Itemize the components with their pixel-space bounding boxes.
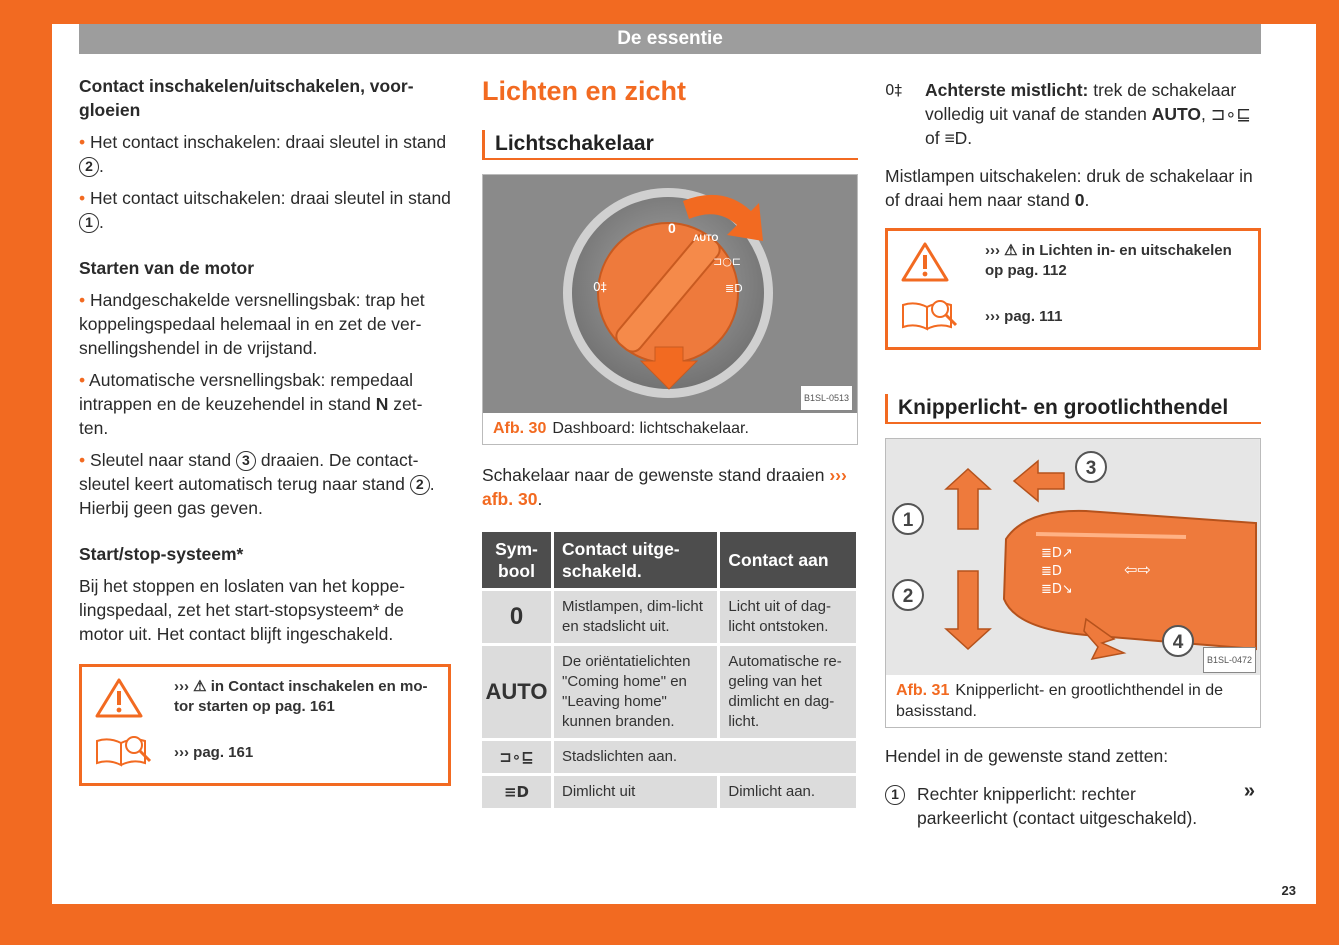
- dipped-beam-icon: ≡D: [482, 776, 551, 808]
- bullet-automatic: • Automatische versnellingsbak: rempedaal intrappen en de keuzehendel in stand N zet-ten.: [79, 370, 423, 438]
- figure-light-switch: [482, 174, 858, 445]
- figure-indicator-stalk: [885, 438, 1261, 728]
- bullet-contact-on: • Het contact inschakelen: draai sleutel in stand 2 .: [79, 132, 447, 176]
- bullet-contact-off: • Het contact uitschakelen: draai sleutel in stand 1 .: [79, 188, 451, 232]
- page-reference-link[interactable]: ››› pag. 161: [174, 744, 254, 761]
- svg-text:⊐○⊏: ⊐○⊏: [713, 255, 742, 268]
- warning-link[interactable]: ››› ⚠ in Contact inschakelen en mo-tor starten op pag. 161: [174, 678, 428, 715]
- figure-caption: Afb. 30 Dashboard: lichtschakelaar.: [493, 420, 749, 437]
- page: [52, 24, 1316, 904]
- svg-text:0‡: 0‡: [593, 280, 607, 294]
- heading-contact: Contact inschakelen/uitschakelen, voor-gloeien: [79, 76, 414, 120]
- column-left: [79, 74, 451, 786]
- table-row: AUTO De oriëntatielichten "Coming home" en "Leaving home" kunnen branden. Automatische re-geling van het dimlicht en dag-licht.: [482, 646, 856, 738]
- parking-light-icon: ⊐∘⊑: [482, 741, 551, 773]
- warning-link[interactable]: ››› ⚠ in Lichten in- en uitschakelen op pag. 112: [985, 242, 1232, 279]
- warning-icon: [94, 677, 174, 725]
- figure-code: B1SL-0472: [1203, 647, 1256, 673]
- callout-2: 2: [902, 586, 914, 607]
- bullet-manual: • Handgeschakelde versnellingsbak: trap het koppelingspedaal helemaal in en zet de ver-snellingshendel in de vrijstand.: [79, 290, 425, 358]
- start-stop-text: Bij het stoppen en loslaten van het koppe-lingspedaal, zet het start-stopsysteem* de motor uit. Het contact blijft ingeschakeld.: [79, 576, 405, 644]
- stalk-intro-text: Hendel in de gewenste stand zetten:: [885, 746, 1169, 766]
- table-row: 0 Mistlampen, dim-licht en stadslicht uit. Licht uit of dag-licht ontstoken.: [482, 591, 856, 643]
- callout-1: 1: [902, 510, 914, 531]
- heading-start-engine: Starten van de motor: [79, 258, 255, 278]
- col-header-contact-off: Contact uitge-schakeld.: [554, 532, 717, 588]
- fog-light-icon: 0‡: [885, 81, 903, 99]
- continue-icon: »: [1243, 780, 1255, 802]
- rear-fog-light-item: 0‡ Achterste mistlicht: trek de schakelaar volledig uit vanaf de standen AUTO, ⊐∘⊑ of ≡D.: [885, 80, 1251, 148]
- intro-text: Schakelaar naar de gewenste stand draaien ››› afb. 30.: [482, 465, 847, 509]
- figure-reference-link[interactable]: ››› afb. 30: [482, 465, 847, 509]
- light-switch-table: [479, 529, 859, 811]
- table-row: ≡D Dimlicht uit Dimlicht aan.: [482, 776, 856, 808]
- svg-text:≣D: ≣D: [1041, 564, 1062, 579]
- warning-icon: [900, 241, 985, 289]
- callout-4: 4: [1172, 632, 1184, 653]
- book-magnifier-icon: [900, 297, 985, 337]
- chapter-title: Lichten en zicht: [482, 76, 687, 106]
- page-number: 23: [1281, 883, 1296, 898]
- svg-text:≣D: ≣D: [725, 282, 743, 295]
- section-heading-light-switch: Lichtschakelaar: [482, 130, 858, 160]
- table-row: ⊐∘⊑ Stadslichten aan.: [482, 741, 856, 773]
- col-header-contact-on: Contact aan: [720, 532, 856, 588]
- svg-text:⇦⇨: ⇦⇨: [1124, 560, 1151, 579]
- callout-3: 3: [1085, 458, 1097, 479]
- figure-code: B1SL-0513: [800, 385, 853, 411]
- indicator-stalk-illustration: [886, 439, 1260, 675]
- light-switch-illustration: [483, 175, 857, 413]
- svg-text:≣D↘: ≣D↘: [1041, 582, 1073, 597]
- fog-off-text: Mistlampen uitschakelen: druk de schakelaar in of draai hem naar stand 0.: [885, 166, 1253, 210]
- warning-box-lights: [885, 228, 1261, 350]
- column-middle: [482, 74, 858, 811]
- bullet-key: • Sleutel naar stand 3 draaien. De contact-sleutel keert automatisch terug naar stand 2 . Hierbij geen gas geven.: [79, 450, 435, 518]
- svg-text:≣D↗: ≣D↗: [1041, 546, 1073, 561]
- figure-caption: Afb. 31 Knipperlicht- en grootlichthendel in de basisstand.: [896, 682, 1224, 720]
- col-header-symbol: Sym-bool: [482, 532, 551, 588]
- page-header: De essentie: [79, 24, 1261, 54]
- column-right: [885, 74, 1261, 830]
- dial-position-0: 0: [668, 220, 676, 236]
- heading-start-stop: Start/stop-systeem*: [79, 544, 244, 564]
- dial-position-auto: AUTO: [693, 233, 719, 243]
- stalk-position-item-1: 1 Rechter knipperlicht: rechter parkeerlicht (contact uitgeschakeld). »: [885, 782, 1261, 830]
- warning-box-contact: [79, 664, 451, 786]
- book-magnifier-icon: [94, 733, 174, 773]
- page-reference-link[interactable]: ››› pag. 111: [985, 308, 1063, 325]
- section-heading-indicator-stalk: Knipperlicht- en grootlichthendel: [885, 394, 1261, 424]
